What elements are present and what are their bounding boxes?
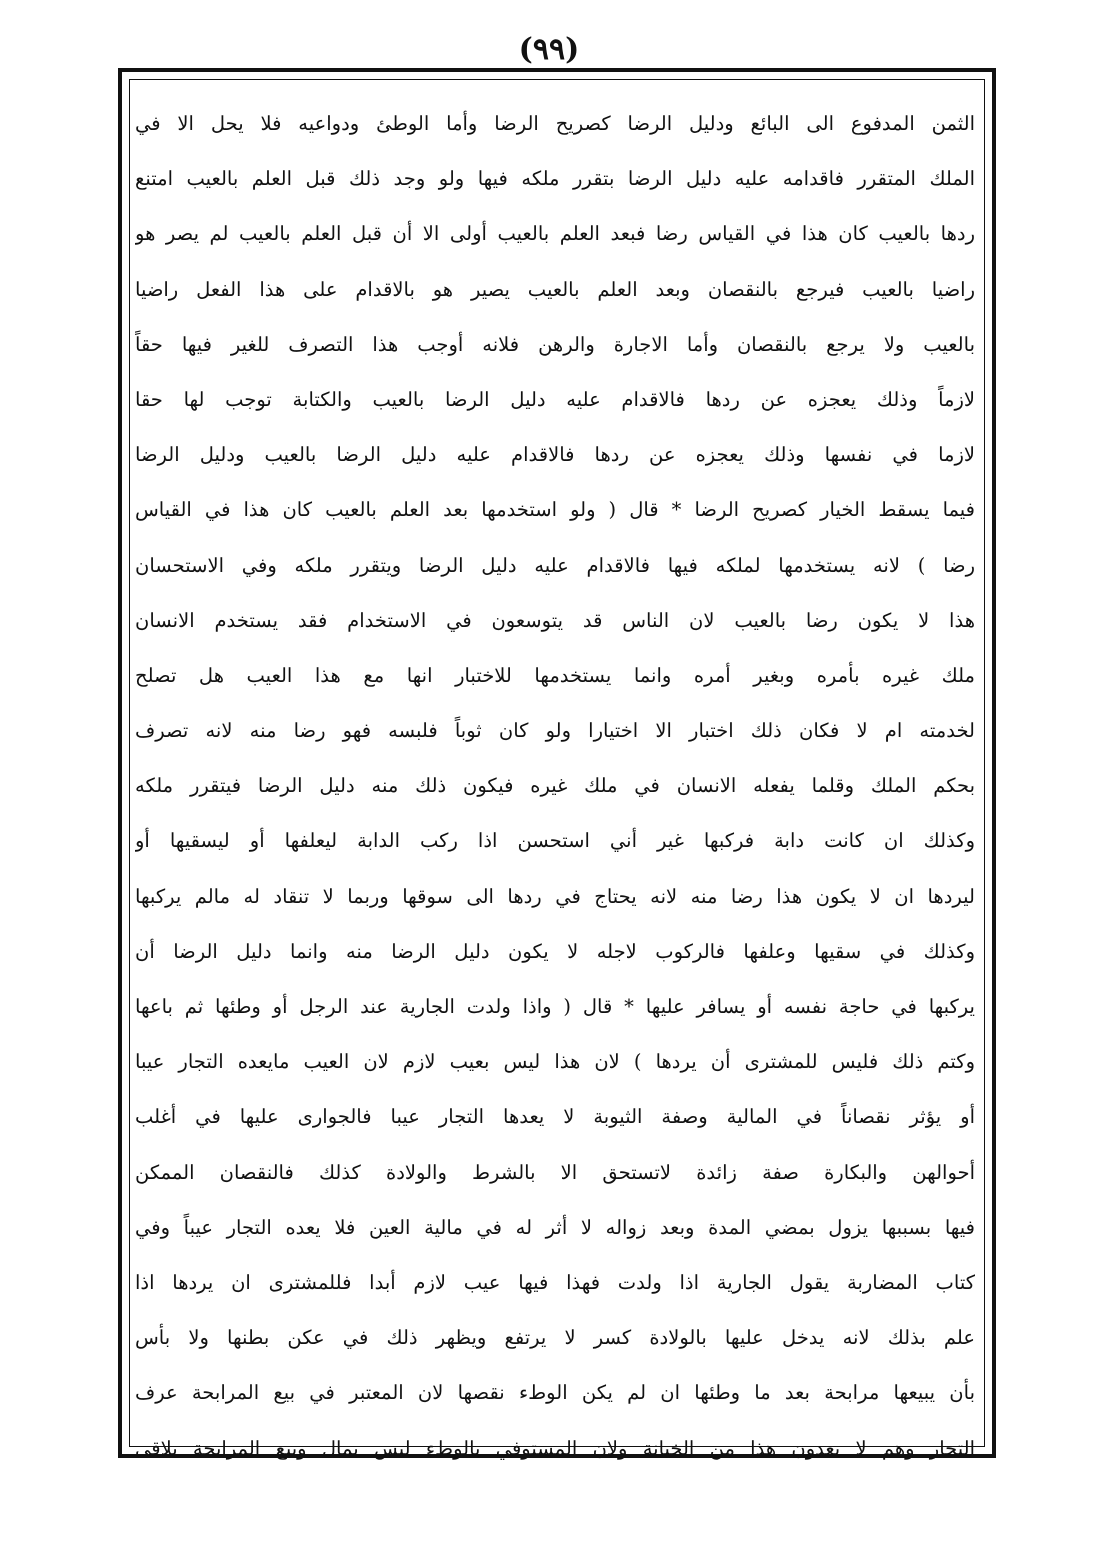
page-number: (٩٩) (518, 32, 580, 67)
text-line: الثمن المدفوع الى البائع ودليل الرضا كصريح الرضا وأما الوطئ ودواعيه فلا يحل الا في (135, 112, 975, 135)
text-line: علم بذلك لانه يدخل عليها بالولادة كسر لا يرتفع ويظهر ذلك في عكن بطنها ولا بأس (135, 1326, 975, 1350)
text-line: وكذلك ان كانت دابة فركبها غير أني استحسن اذا ركب الدابة ليعلفها أو ليسقيها أو (135, 829, 975, 853)
text-line: يركبها في حاجة نفسه أو يسافر عليها * قال ( واذا ولدت الجارية عند الرجل أو وطئها ثم باعها (135, 995, 975, 1018)
text-line: ردها بالعيب كان هذا في القياس رضا فبعد العلم بالعيب أولى الا أن قبل العلم بالعيب لم يصر هو (135, 222, 975, 246)
text-line: كتاب المضاربة يقول الجارية اذا ولدت فهذا فيها عيب لازم أبدا فللمشترى ان يردها اذا (135, 1270, 975, 1294)
text-line: أو يؤثر نقصاناً في المالية وصفة الثيوبة لا يعدها التجار عيبا فالجوارى عليها في أغلب (135, 1105, 975, 1129)
body-text (135, 96, 975, 1476)
text-line: فيها بسببها يزول بمضي المدة وبعد زواله لا أثر له في مالية العين فلا يعده التجار عيباً وفي (135, 1215, 975, 1239)
text-line: لازماً وذلك يعجزه عن ردها فالاقدام عليه دليل الرضا بالعيب والكتابة توجب لها حقا (135, 387, 975, 411)
text-line: فيما يسقط الخيار كصريح الرضا * قال ( ولو استخدمها بعد العلم بالعيب كان هذا في القياس (135, 498, 975, 522)
text-line: بأن يبيعها مرابحة بعد ما وطئها ان لم يكن الوطء نقصها لان المعتبر في بيع المرابحة عرف (135, 1381, 975, 1405)
text-line: راضيا بالعيب فيرجع بالنقصان وبعد العلم بالعيب يصير هو بالاقدام على هذا الفعل راضيا (135, 277, 975, 301)
text-line: ليردها ان لا يكون هذا رضا منه لانه يحتاج في ردها الى سوقها وربما لا تنقاد له مالم يركبها (135, 884, 975, 908)
text-line: لازما في نفسها وذلك يعجزه عن ردها فالاقدام عليه دليل الرضا بالعيب ودليل الرضا (135, 443, 975, 467)
text-line: لخدمته ام لا فكان ذلك اختبار الا اختيارا ولو كان ثوباً فلبسه فهو رضا منه لانه تصرف (135, 719, 975, 743)
text-line: رضا ) لانه يستخدمها لملكه فيها فالاقدام عليه دليل الرضا ويتقرر ملكه وفي الاستحسان (135, 553, 975, 577)
text-line: التجار وهم لا يعدون هذا من الخيانة ولان المستوفي بالوطء ليس بمال وبيع المرابحة يلاقى (135, 1436, 975, 1460)
text-line: بالعيب ولا يرجع بالنقصان وأما الاجارة والرهن فلانه أوجب هذا التصرف للغير فيها حقاً (135, 332, 975, 356)
text-line: الملك المتقرر فاقدامه عليه دليل الرضا بتقرر ملكه فيها ولو وجد ذلك قبل العلم بالعيب امتنع (135, 167, 975, 191)
text-line: ملك غيره بأمره وبغير أمره وانما يستخدمها للاختبار انها مع هذا العيب هل تصلح (135, 663, 975, 687)
text-line: بحكم الملك وقلما يفعله الانسان في ملك غيره فيكون ذلك منه دليل الرضا فيتقرر ملكه (135, 774, 975, 798)
text-line: وكذلك في سقيها وعلفها فالركوب لاجله لا يكون دليل الرضا منه وانما دليل الرضا أن (135, 939, 975, 963)
text-line: أحوالهن والبكارة صفة زائدة لاتستحق الا بالشرط والولادة كذلك فالنقصان الممكن (135, 1160, 975, 1184)
text-line: وكتم ذلك فليس للمشترى أن يردها ) لان هذا ليس بعيب لازم لان العيب مايعده التجار عيبا (135, 1050, 975, 1074)
text-line: هذا لا يكون رضا بالعيب لان الناس قد يتوسعون في الاستخدام فقد يستخدم الانسان (135, 608, 975, 632)
